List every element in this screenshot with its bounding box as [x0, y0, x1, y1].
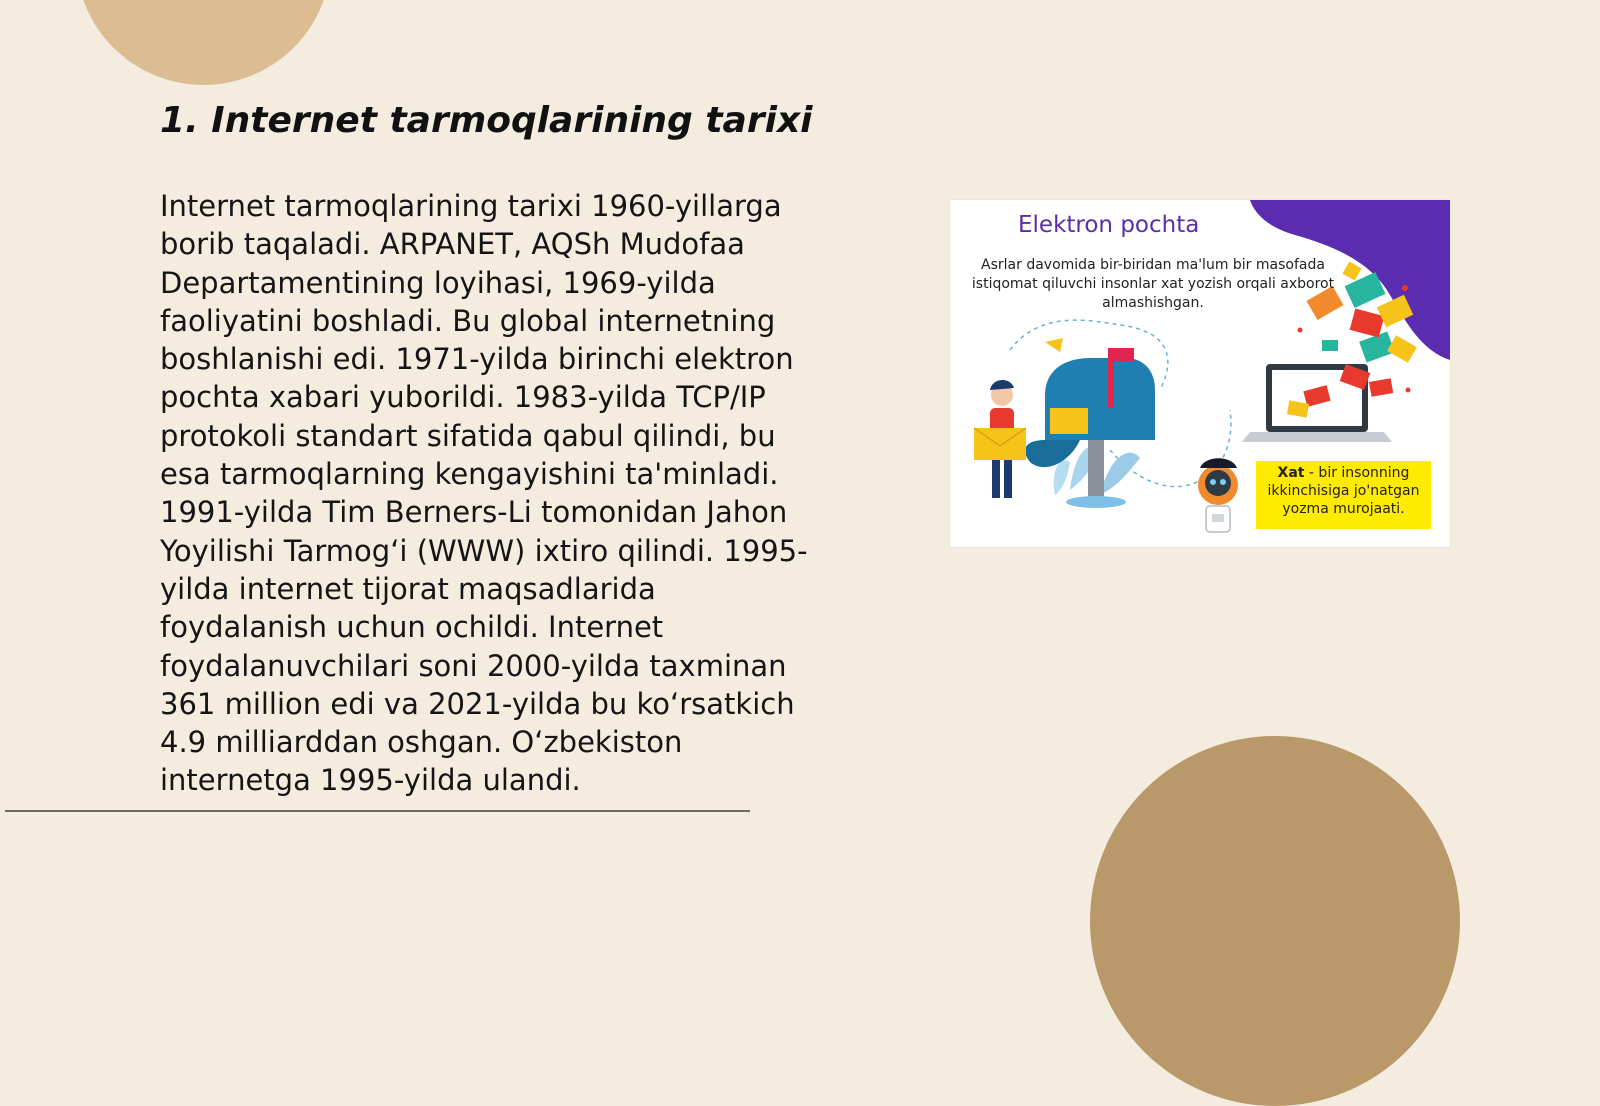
person-icon: [974, 380, 1026, 498]
note-term: Xat: [1277, 465, 1305, 481]
mailbox-icon: [1025, 348, 1155, 508]
note-text: - bir insonning ikkinchisiga jo'natgan yozma murojaati.: [1267, 465, 1420, 517]
definition-note: [1256, 461, 1431, 529]
email-illustration: [950, 200, 1450, 547]
slide-body-text: Internet tarmoqlarining tarixi 1960-yillarga borib taqaladi. ARPANET, AQSh Mudofaa Departamentining loyihasi, 1969-yilda faoliyatini boshladi. Bu global internetning boshlanishi edi. 1971-yilda birinchi elektron pochta xabari yuborildi. 1983-yilda TCP/IP protokoli standart sifatida qabul qilindi, bu esa tarmoqlarning kengayishini ta'minladi. 1991-yilda Tim Berners-Li tomonidan Jahon Yoyilishi Tarmog‘i (WWW) ixtiro qilindi. 1995-yilda internet tijorat maqsadlarida foydalanish uchun ochildi. Internet foydalanuvchilari soni 2000-yilda taxminan 361 million edi va 2021-yilda bu ko‘rsatkich 4.9 milliarddan oshgan. O‘zbekiston internetga 1995-yilda ulandi.: [160, 189, 808, 798]
robot-icon: [1198, 458, 1238, 532]
decorative-circle-top: [76, 0, 331, 85]
envelope-icon: [1045, 338, 1063, 352]
illustration-title: Elektron pochta: [1018, 212, 1200, 238]
illustration-description: Asrlar davomida bir-biridan ma'lum bir masofada istiqomat qiluvchi insonlar xat yozish orqali axborot almashishgan.: [971, 257, 1335, 311]
divider-line: [5, 810, 750, 812]
decorative-circle-bottom: [1090, 736, 1460, 1106]
slide-title: 1. Internet tarmoqlarining tarixi: [160, 100, 813, 141]
